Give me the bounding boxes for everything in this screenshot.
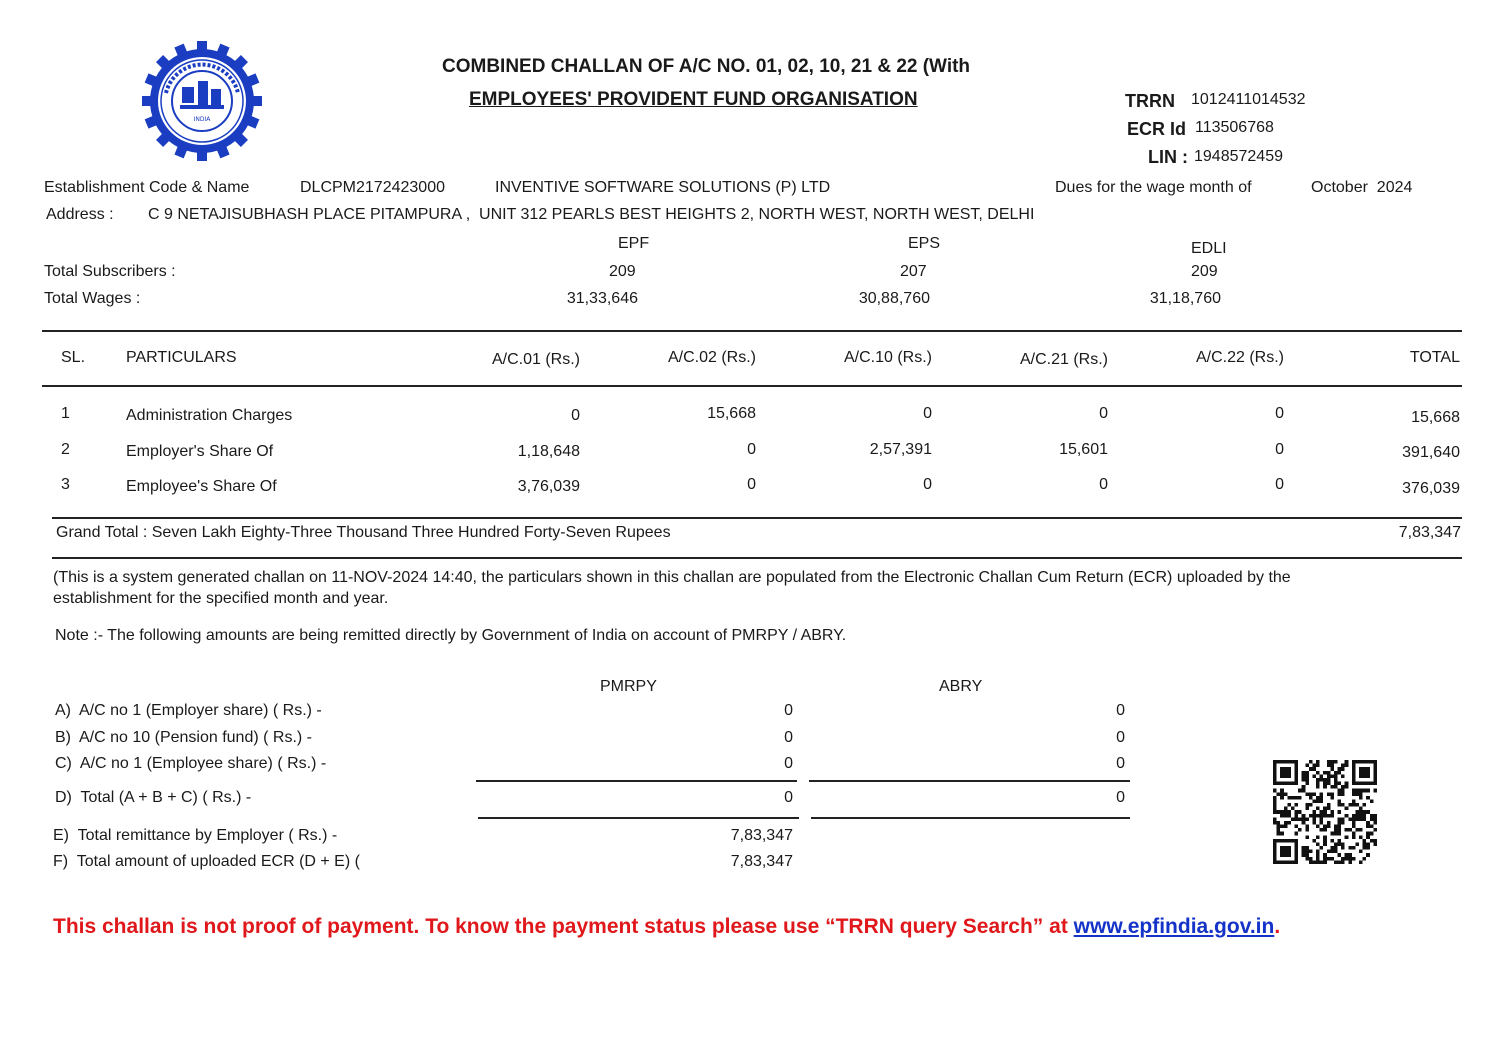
abry-total-rule (809, 780, 1130, 782)
trrn-label: TRRN (1125, 91, 1175, 111)
establishment-name: INVENTIVE SOFTWARE SOLUTIONS (P) LTD (495, 179, 831, 196)
row1-ac22: 0 (1275, 405, 1284, 422)
pmrpy-total-rule (476, 780, 797, 782)
row3-ac01: 3,76,039 (517, 478, 580, 495)
row3-ac22: 0 (1275, 476, 1284, 493)
row2-ac22: 0 (1275, 441, 1284, 458)
header-ac01: A/C.01 (Rs.) (491, 351, 580, 368)
address-value: C 9 NETAJISUBHASH PLACE PITAMPURA , UNIT 312 PEARLS BEST HEIGHTS 2, NORTH WEST, NORTH WEST, DELHI (148, 206, 1035, 223)
ecr-value: 113506768 (1195, 119, 1274, 136)
row2-ac21: 15,601 (1059, 441, 1108, 458)
grand-total-bottom-rule (52, 557, 1462, 559)
header-sl: SL. (61, 349, 86, 366)
establishment-label: Establishment Code & Name (44, 179, 250, 196)
row1-ac10: 0 (923, 405, 932, 422)
row2-total: 391,640 (1402, 444, 1460, 461)
header-ac10: A/C.10 (Rs.) (843, 349, 932, 366)
row1-ac02: 15,668 (707, 405, 756, 422)
trrn-value: 1012411014532 (1191, 91, 1306, 108)
remit-row-d-pmrpy: 0 (784, 789, 793, 806)
row3-ac10: 0 (923, 476, 932, 493)
remit-row-a-pmrpy: 0 (784, 702, 793, 719)
row1-particulars: Administration Charges (126, 407, 293, 424)
row2-ac01: 1,18,648 (517, 443, 580, 460)
qr-code-icon (1273, 760, 1377, 864)
remit-row-d-abry: 0 (1116, 789, 1125, 806)
row2-ac02: 0 (747, 441, 756, 458)
system-note-line2: establishment for the specified month and year. (53, 590, 389, 607)
footer-end: . (1274, 915, 1281, 938)
wages-epf: 31,33,646 (566, 290, 638, 307)
remit-row-f-value: 7,83,347 (730, 853, 793, 870)
row1-total: 15,668 (1411, 409, 1460, 426)
row2-ac10: 2,57,391 (869, 441, 932, 458)
col-pmrpy: PMRPY (600, 678, 657, 695)
epfindia-link[interactable]: www.epfindia.gov.in (1073, 915, 1275, 938)
svg-text:INDIA: INDIA (193, 116, 211, 123)
dues-label: Dues for the wage month of (1055, 179, 1252, 196)
pmrpy-bottom-rule (478, 817, 799, 819)
remit-row-d-label: D) Total (A + B + C) ( Rs.) - (55, 789, 252, 806)
subscribers-epf: 209 (609, 263, 636, 280)
row1-ac01: 0 (571, 407, 580, 424)
remit-row-b-pmrpy: 0 (784, 729, 793, 746)
remit-row-b-label: B) A/C no 10 (Pension fund) ( Rs.) - (55, 729, 312, 746)
remit-row-f-label: F) Total amount of uploaded ECR (D + E) ( (53, 853, 360, 870)
system-note-line1: (This is a system generated challan on 11-NOV-2024 14:40, the particulars shown in this challan are populated from the Electronic Challan Cum Return (ECR) uploaded by the (53, 569, 1291, 586)
header-ac22: A/C.22 (Rs.) (1195, 349, 1284, 366)
col-edli: EDLI (1191, 240, 1227, 257)
remit-row-a-label: A) A/C no 1 (Employer share) ( Rs.) - (55, 702, 322, 719)
header-particulars: PARTICULARS (126, 349, 237, 366)
remit-row-b-abry: 0 (1116, 729, 1125, 746)
header-ac21: A/C.21 (Rs.) (1019, 351, 1108, 368)
grand-total-top-rule (52, 517, 1462, 519)
grand-total-text: Grand Total : Seven Lakh Eighty-Three Thousand Three Hundred Forty-Seven Rupees (56, 524, 671, 541)
wages-eps: 30,88,760 (858, 290, 930, 307)
subscribers-eps: 207 (900, 263, 927, 280)
row1-sl: 1 (61, 405, 70, 422)
table-header-rule (42, 385, 1462, 387)
footer-disclaimer (53, 915, 1280, 939)
grand-total-value: 7,83,347 (1398, 524, 1461, 541)
lin-label: LIN : (1148, 147, 1188, 167)
remit-row-c-abry: 0 (1116, 755, 1125, 772)
pmrpy-note: Note :- The following amounts are being remitted directly by Government of India on account of PMRPY / ABRY. (55, 627, 847, 644)
wages-edli: 31,18,760 (1149, 290, 1221, 307)
remit-row-a-abry: 0 (1116, 702, 1125, 719)
remit-row-e-label: E) Total remittance by Employer ( Rs.) - (53, 827, 338, 844)
row2-sl: 2 (61, 441, 70, 458)
ecr-label: ECR Id (1127, 119, 1187, 139)
header-ac02: A/C.02 (Rs.) (667, 349, 756, 366)
col-abry: ABRY (939, 678, 983, 695)
remit-row-c-pmrpy: 0 (784, 755, 793, 772)
row3-particulars: Employee's Share Of (126, 478, 277, 495)
organisation-title: EMPLOYEES' PROVIDENT FUND ORGANISATION (469, 89, 918, 110)
address-label: Address : (46, 206, 114, 223)
row3-sl: 3 (61, 476, 70, 493)
subscribers-label: Total Subscribers : (44, 263, 176, 280)
subscribers-edli: 209 (1191, 263, 1218, 280)
wages-label: Total Wages : (44, 290, 141, 307)
row2-particulars: Employer's Share Of (126, 443, 274, 460)
remit-row-e-value: 7,83,347 (730, 827, 793, 844)
remit-row-c-label: C) A/C no 1 (Employee share) ( Rs.) - (55, 755, 327, 772)
header-total: TOTAL (1409, 349, 1460, 366)
lin-value: 1948572459 (1194, 148, 1283, 165)
table-top-rule (42, 330, 1462, 332)
row3-ac02: 0 (747, 476, 756, 493)
epfo-seal-icon (142, 40, 262, 162)
row1-ac21: 0 (1099, 405, 1108, 422)
abry-bottom-rule (811, 817, 1130, 819)
col-eps: EPS (908, 235, 941, 252)
footer-text: This challan is not proof of payment. To know the payment status please use “TRRN query Search” at (53, 915, 1074, 938)
row3-total: 376,039 (1402, 480, 1460, 497)
col-epf: EPF (618, 235, 650, 252)
establishment-code: DLCPM2172423000 (300, 179, 445, 196)
dues-month: October 2024 (1311, 179, 1413, 196)
row3-ac21: 0 (1099, 476, 1108, 493)
challan-title: COMBINED CHALLAN OF A/C NO. 01, 02, 10, 21 & 22 (With (442, 56, 971, 77)
